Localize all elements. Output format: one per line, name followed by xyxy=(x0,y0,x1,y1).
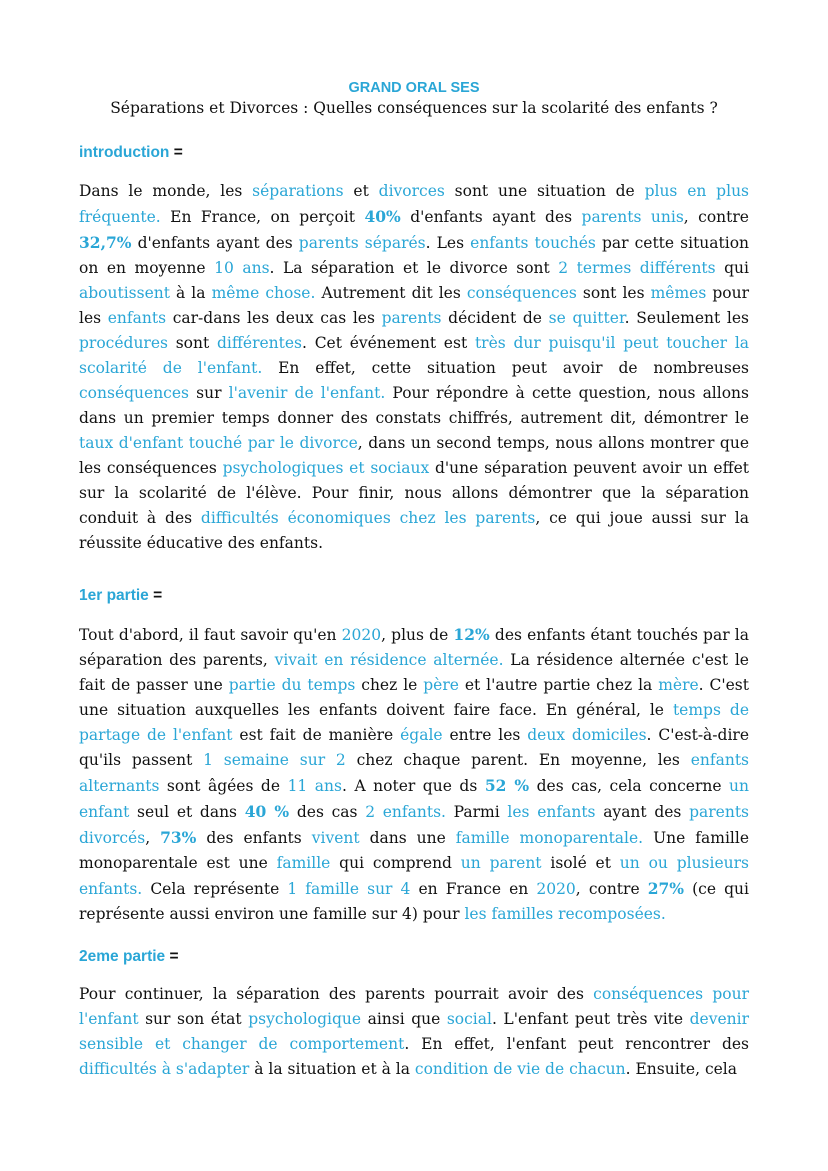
body-text: . C'est-à-dire qu'ils passent xyxy=(79,726,749,769)
body-text: et xyxy=(343,182,379,200)
body-text: à la situation et à la xyxy=(249,1060,415,1078)
body-text: Pour répondre à cette question, nous allons dans un premier temps donner des constats chiffrés, autrement dit, démontrer le xyxy=(79,384,749,427)
section-heading-text: 1er partie xyxy=(79,587,149,604)
highlighted-text: famille xyxy=(276,854,331,872)
highlighted-text: deux domiciles xyxy=(527,726,647,744)
body-text: et l'autre partie chez la xyxy=(458,676,659,694)
highlighted-text: père xyxy=(423,676,459,694)
highlighted-text: 2 enfants. xyxy=(365,803,446,821)
body-text: . C'est une situation auxquelles les enfants doivent faire face. En général, le xyxy=(79,676,749,719)
highlighted-text: un ou plusieurs enfants. xyxy=(79,854,749,898)
highlighted-text: condition de vie de chacun xyxy=(414,1060,626,1078)
section-heading-text: introduction xyxy=(79,144,170,161)
body-text: , dans un second temps, nous allons montrer que les conséquences xyxy=(79,434,750,477)
document-title: GRAND ORAL SES xyxy=(348,80,480,96)
highlighted-text: 10 ans xyxy=(214,259,270,277)
highlighted-text: 27% xyxy=(647,879,685,898)
highlighted-text: très dur puisqu'il peut toucher la scolarité de l'enfant. xyxy=(79,334,750,377)
body-text: ainsi que xyxy=(361,1010,447,1028)
highlighted-text: devenir sensible et changer de comportement xyxy=(79,1010,749,1053)
body-text: . Ensuite, cela xyxy=(625,1060,737,1078)
body-text: Tout d'abord, il faut savoir qu'en xyxy=(79,626,342,644)
body-text: isolé et xyxy=(541,854,620,872)
section-heading-text: 2eme partie xyxy=(79,948,166,965)
highlighted-text: 2 termes différents xyxy=(558,259,716,277)
body-text: pour les xyxy=(79,284,749,327)
body-text: La résidence alternée c'est le fait de passer une xyxy=(79,651,749,694)
highlighted-text: procédures xyxy=(79,334,168,352)
body-text: sont xyxy=(167,334,217,352)
body-text: chez chaque parent. En moyenne, les xyxy=(345,751,691,769)
body-text: En France, on perçoit xyxy=(160,208,365,226)
highlighted-text: 1 semaine sur 2 xyxy=(203,751,346,769)
body-text: , xyxy=(145,829,161,847)
highlighted-text: social xyxy=(446,1010,492,1028)
body-text: Une famille monoparentale est une xyxy=(79,829,750,872)
body-text: qui xyxy=(715,259,749,277)
body-text: des cas xyxy=(289,803,366,821)
highlighted-text: même chose. xyxy=(211,284,316,302)
body-text: sur son état xyxy=(138,1010,249,1028)
highlighted-text: parents séparés xyxy=(298,234,426,252)
body-text: d'une séparation peuvent avoir un effet sur la scolarité de l'élève. Pour finir, nous allons démontrer que la séparation conduit à des xyxy=(79,459,749,527)
body-text: en France en xyxy=(410,880,537,898)
highlighted-text: 2020 xyxy=(536,880,576,898)
highlighted-text: 40% xyxy=(364,207,401,226)
highlighted-text: séparations xyxy=(252,182,344,200)
body-text: , plus de xyxy=(381,626,454,644)
highlighted-text: conséquences xyxy=(79,384,189,402)
body-text: sont les xyxy=(576,284,651,302)
highlighted-text: enfants alternants xyxy=(79,751,750,795)
highlighted-text: famille monoparentale. xyxy=(455,829,644,847)
highlighted-text: un enfant xyxy=(79,777,750,821)
body-text: car-dans les deux cas les xyxy=(166,309,382,327)
highlighted-text: temps de partage de l'enfant xyxy=(79,701,749,744)
highlighted-text: un parent xyxy=(460,854,542,872)
highlighted-text: les enfants xyxy=(507,803,596,821)
document-subtitle: Séparations et Divorces : Quelles conséquences sur la scolarité des enfants ? xyxy=(110,99,718,117)
highlighted-text: 11 ans xyxy=(287,777,342,795)
highlighted-text: psychologiques et sociaux xyxy=(222,459,430,477)
highlighted-text: 1 famille sur 4 xyxy=(287,880,411,898)
body-text: est fait de manière xyxy=(232,726,401,744)
body-text: , contre xyxy=(575,880,648,898)
highlighted-text: conséquences xyxy=(466,284,577,302)
body-text: décident de xyxy=(441,309,549,327)
highlighted-text: parents unis xyxy=(581,208,684,226)
highlighted-text: vivent xyxy=(311,829,360,847)
section-heading-suffix: = xyxy=(169,144,183,161)
section-heading-part-1 xyxy=(79,585,749,607)
body-text: Pour continuer, la séparation des parents pourrait avoir des xyxy=(79,985,594,1003)
body-text: sont une situation de xyxy=(444,182,645,200)
body-text: des enfants xyxy=(196,829,312,847)
highlighted-text: mère xyxy=(658,676,699,694)
highlighted-text: aboutissent xyxy=(79,284,170,302)
body-text: par cette situation on en moyenne xyxy=(79,234,750,277)
section-heading-part-2 xyxy=(79,946,749,968)
highlighted-text: enfants xyxy=(107,309,167,327)
body-text: entre les xyxy=(442,726,528,744)
highlighted-text: égale xyxy=(400,726,443,744)
highlighted-text: 32,7% xyxy=(79,233,132,252)
section-heading-suffix: = xyxy=(148,587,163,604)
body-text: à la xyxy=(169,284,212,302)
body-text: . En effet, l'enfant peut rencontrer des xyxy=(404,1035,750,1053)
body-text: Autrement dit les xyxy=(315,284,467,302)
highlighted-text: difficultés économiques chez les parents xyxy=(200,509,536,527)
highlighted-text: 52 % xyxy=(484,776,530,795)
highlighted-text: 2020 xyxy=(341,626,382,644)
body-text: , contre xyxy=(683,208,749,226)
highlighted-text: plus en plus fréquente. xyxy=(79,182,750,226)
body-text: . L'enfant peut très vite xyxy=(491,1010,690,1028)
body-text: seul et dans xyxy=(129,803,245,821)
section-paragraph-introduction xyxy=(79,179,749,556)
highlighted-text: mêmes xyxy=(650,284,707,302)
body-text: qui comprend xyxy=(330,854,461,872)
body-text: . La séparation et le divorce sont xyxy=(269,259,559,277)
highlighted-text: conséquences pour l'enfant xyxy=(79,985,749,1028)
body-text: des cas, cela concerne xyxy=(529,777,730,795)
highlighted-text: se quitter xyxy=(548,309,625,327)
body-text: (ce qui représente aussi environ une famille sur 4) pour xyxy=(79,880,749,923)
body-text: Cela représente xyxy=(142,880,288,898)
body-text: En effet, cette situation peut avoir de nombreuses xyxy=(262,359,749,377)
body-text: sont âgées de xyxy=(159,777,288,795)
body-text: . A noter que ds xyxy=(342,777,485,795)
highlighted-text: partie du temps xyxy=(228,676,356,694)
section-heading-suffix: = xyxy=(165,948,179,965)
body-text: d'enfants ayant des xyxy=(400,208,582,226)
highlighted-text: psychologique xyxy=(248,1010,362,1028)
body-text: . Seulement les xyxy=(624,309,749,327)
body-text: d'enfants ayant des xyxy=(131,234,299,252)
highlighted-text: les familles recomposées. xyxy=(464,905,666,923)
highlighted-text: difficultés à s'adapter xyxy=(79,1060,250,1078)
body-text: Dans le monde, les xyxy=(79,182,253,200)
body-text: chez le xyxy=(355,676,424,694)
highlighted-text: divorces xyxy=(378,182,445,200)
highlighted-text: différentes xyxy=(217,334,302,352)
highlighted-text: taux d'enfant touché par le divorce xyxy=(79,434,358,452)
highlighted-text: 40 % xyxy=(244,802,290,821)
section-heading-introduction xyxy=(79,142,749,164)
highlighted-text: parents divorcés xyxy=(79,803,750,847)
body-text: sur xyxy=(189,384,229,402)
highlighted-text: 12% xyxy=(453,625,490,644)
document-page xyxy=(79,78,749,1082)
body-text: ayant des xyxy=(595,803,690,821)
body-text: . Cet événement est xyxy=(302,334,475,352)
body-text: . Les xyxy=(425,234,471,252)
body-text: des enfants étant touchés par la séparation des parents, xyxy=(79,626,749,669)
highlighted-text: l'avenir de l'enfant. xyxy=(228,384,386,402)
body-text: Parmi xyxy=(445,803,508,821)
body-text: , ce qui joue aussi sur la réussite éducative des enfants. xyxy=(79,509,749,552)
highlighted-text: 73% xyxy=(160,828,197,847)
highlighted-text: enfants touchés xyxy=(470,234,596,252)
section-paragraph-part-2 xyxy=(79,982,749,1082)
body-text: dans une xyxy=(359,829,456,847)
section-paragraph-part-1 xyxy=(79,622,749,927)
highlighted-text: parents xyxy=(381,309,442,327)
highlighted-text: vivait en résidence alternée. xyxy=(274,651,504,669)
